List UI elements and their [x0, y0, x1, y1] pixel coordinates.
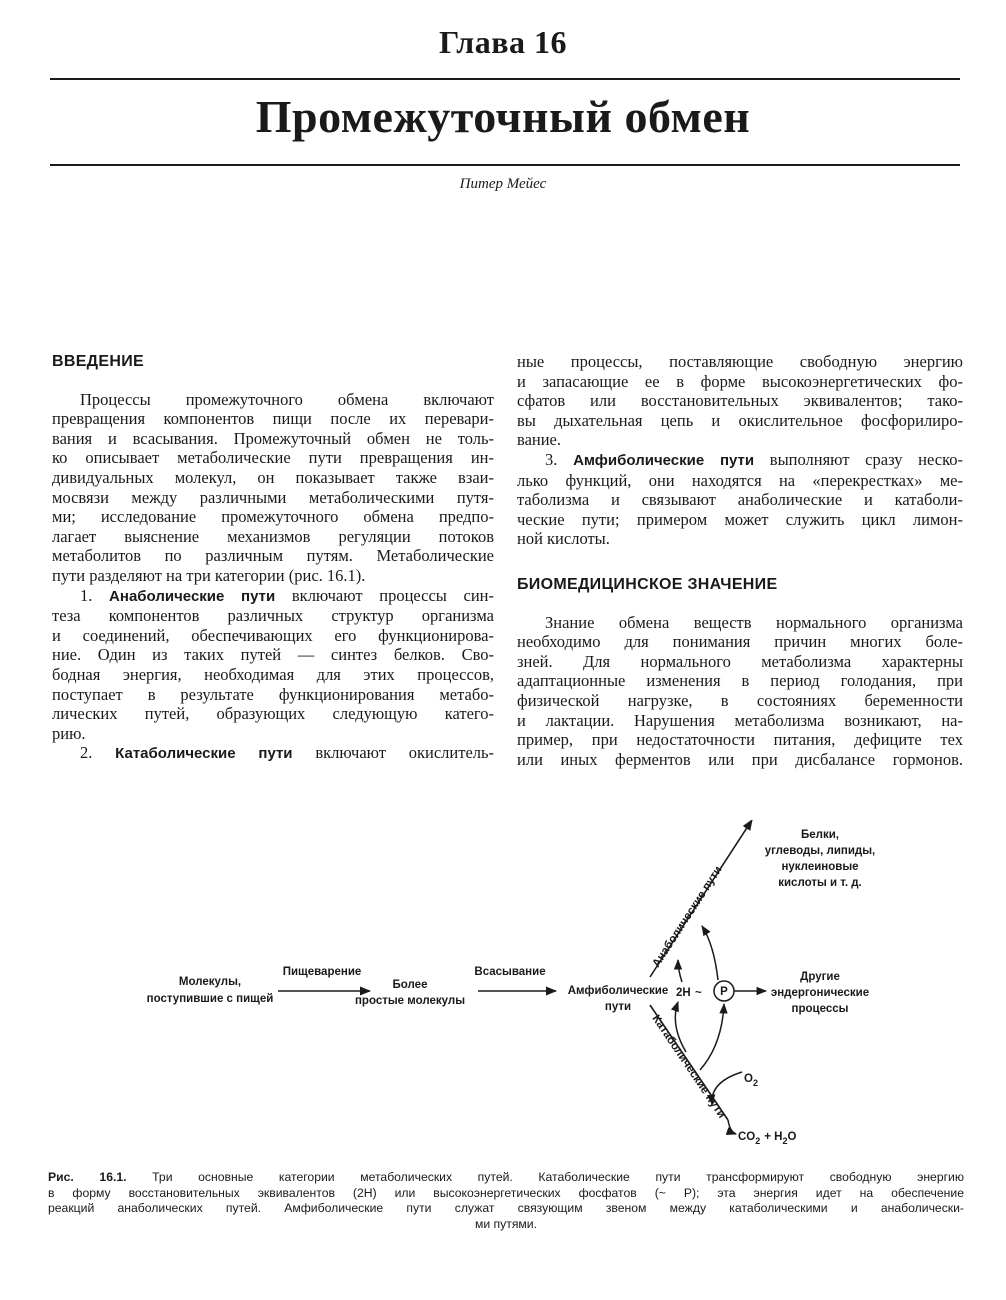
list-item-anabolic [52, 586, 494, 744]
intro-heading: ВВЕДЕНИЕ [52, 353, 144, 370]
text-line: ми; исследование промежуточного обмена предпо- [52, 507, 494, 527]
text-line [517, 450, 963, 471]
caption-line [48, 1170, 964, 1186]
products-label-2: углеводы, липиды, [764, 845, 876, 857]
text-line: ной кислоты. [517, 529, 610, 549]
text-line: пример, при недостаточности питания, дефиците тех [517, 730, 963, 750]
text-line: лических путей, образующих следующую катего- [52, 704, 494, 724]
anabolic-path-label: Анаболические пути [650, 864, 725, 970]
chapter-number: Глава 16 [439, 24, 567, 60]
list-item-amphibolic [517, 450, 963, 549]
text-line: мосвязи между различными метаболическими путя- [52, 487, 494, 507]
caption-line: реакций анаболических путей. Амфиболические пути служат связующим звеном между катаболическими и анаболически- [48, 1201, 964, 1216]
text-line: теза компонентов различных структур организма [52, 606, 494, 626]
text-line: вание. [517, 430, 562, 450]
food-molecules-label-1: Молекулы, [178, 976, 242, 988]
text-line: ко описывает метаболические пути превращения ин- [52, 448, 494, 468]
products-label-3: нуклеиновые [781, 861, 859, 873]
text-line: Процессы промежуточного обмена включают [80, 389, 494, 409]
item-number: 2. [80, 743, 93, 763]
text-line: лько функций, они находятся на «перекрестках» ме- [517, 470, 963, 490]
text-line: или иных ферментов или при дисбалансе гормонов. [517, 749, 963, 769]
text-line: вания и всасывания. Промежуточный обмен не толь- [52, 428, 494, 448]
text-fragment: включают процессы син- [291, 585, 495, 605]
caption-line: в форму восстановительных эквивалентов (2H) или высокоэнергетических фосфатов (~ P); эта энергия идет на обеспечение [48, 1185, 964, 1200]
title-rule [50, 164, 960, 166]
figure-caption [48, 1170, 964, 1232]
text-line: ные процессы, поставляющие свободную энергию [517, 352, 963, 371]
oxygen-label: $O_2$ [744, 1073, 758, 1088]
products-label-4: кислоты и т. д. [778, 877, 862, 889]
reducing-equivalents-label: 2H [676, 987, 691, 999]
text-line: ние. Один из таких путей — синтез белков. Сво- [52, 645, 494, 665]
catabolic-to-p-arrow [700, 1004, 724, 1070]
digestion-label: Пищеварение [282, 966, 362, 978]
food-molecules-label-2: поступившие с пищей [146, 993, 274, 1005]
text-line: адаптационные изменения в период голодания, при [517, 671, 963, 691]
co2-water-label: $CO_2 + H_2O$ [738, 1131, 797, 1146]
list-item-catabolic [52, 743, 494, 764]
text-line: сфатов или восстановительных эквивалентов; тако- [517, 391, 963, 411]
chapter-title: Промежуточный обмен [255, 91, 751, 142]
text-line: метаболитов по различным путям. Метаболические [52, 546, 494, 566]
co2-output-arrow [728, 1120, 736, 1134]
text-line: и соединений, обеспечивающих его функционирова- [52, 625, 494, 645]
other-processes-label-3: процессы [791, 1003, 849, 1015]
simpler-molecules-label-2: простые молекулы [354, 995, 466, 1007]
text-line: дивидуальных молекул, он показывает также взаи- [52, 467, 494, 487]
other-processes-label-2: эндергонические [770, 987, 870, 999]
right-column [517, 352, 963, 769]
left-column [52, 352, 494, 764]
biomed-paragraph [517, 613, 963, 770]
top-rule [50, 78, 960, 80]
text-line: физической нагрузке, в состояниях беременности [517, 690, 963, 710]
item-number: 1. [80, 585, 93, 605]
text-line [52, 743, 494, 764]
caption-label: Рис. 16.1. [48, 1170, 127, 1184]
text-line: пути разделяют на три категории (рис. 16.1). [52, 565, 366, 585]
simpler-molecules-label-1: Более [392, 979, 428, 991]
text-line: необходимо для понимания причин многих боле- [517, 632, 963, 652]
text-line: превращения компонентов пищи после их перевари- [52, 409, 494, 429]
phosphate-label: P [720, 986, 728, 998]
text-line: поступает в результате функционирования метабо- [52, 684, 494, 704]
absorption-label: Всасывание [474, 966, 546, 978]
h2-to-anabolic-arrow [678, 960, 682, 982]
amphibolic-label-2: пути [604, 1001, 632, 1013]
biomed-heading: БИОМЕДИЦИНСКОЕ ЗНАЧЕНИЕ [517, 575, 778, 593]
text-line: вы дыхательная цепь и окислительное фосфорилиро- [517, 410, 963, 430]
caption-text: Три основные категории метаболических путей. Катаболические пути трансформируют свободную энергию [152, 1170, 965, 1184]
text-line: бодная энергия, необходимая для этих процессов, [52, 664, 494, 684]
intro-paragraph [52, 390, 494, 586]
text-line [52, 586, 494, 607]
author: Питер Мейес [459, 176, 547, 192]
catabolic-path-label: Катаболические пути [649, 1012, 728, 1121]
amphibolic-label-1: Амфиболические [567, 985, 669, 997]
text-line: и запасающие ее в форме высокоэнергетических фо- [517, 371, 963, 391]
item-number: 3. [545, 449, 558, 469]
text-fragment: включают окислитель- [315, 743, 495, 763]
high-energy-bond-symbol: ~ [695, 987, 702, 999]
text-line: и лактации. Нарушения метаболизма возникают, на- [517, 710, 963, 730]
metabolic-pathways-figure [130, 820, 890, 1160]
products-label-1: Белки, [801, 829, 839, 841]
p-to-anabolic-arrow [702, 926, 718, 980]
caption-line: ми путями. [474, 1216, 538, 1231]
pathways-diagram [130, 820, 890, 1160]
text-line: лагает выяснение механизмов регуляции потоков [52, 526, 494, 546]
term-anabolic: Анаболические пути [109, 587, 276, 605]
term-amphibolic: Амфиболические пути [573, 451, 755, 469]
other-processes-label-1: Другие [800, 971, 840, 983]
text-line: зней. Для нормального метаболизма характерны [517, 651, 963, 671]
text-fragment: выполняют сразу неско- [769, 449, 963, 469]
term-catabolic: Катаболические пути [115, 745, 293, 763]
list-item-catabolic-continued [517, 352, 963, 450]
text-line: Знание обмена веществ нормального организма [545, 612, 963, 632]
text-line: ческие пути; примером может служить цикл лимон- [517, 509, 963, 529]
text-line: таболизма и связывают анаболические и катаболи- [517, 490, 963, 510]
text-line: рию. [52, 723, 86, 743]
